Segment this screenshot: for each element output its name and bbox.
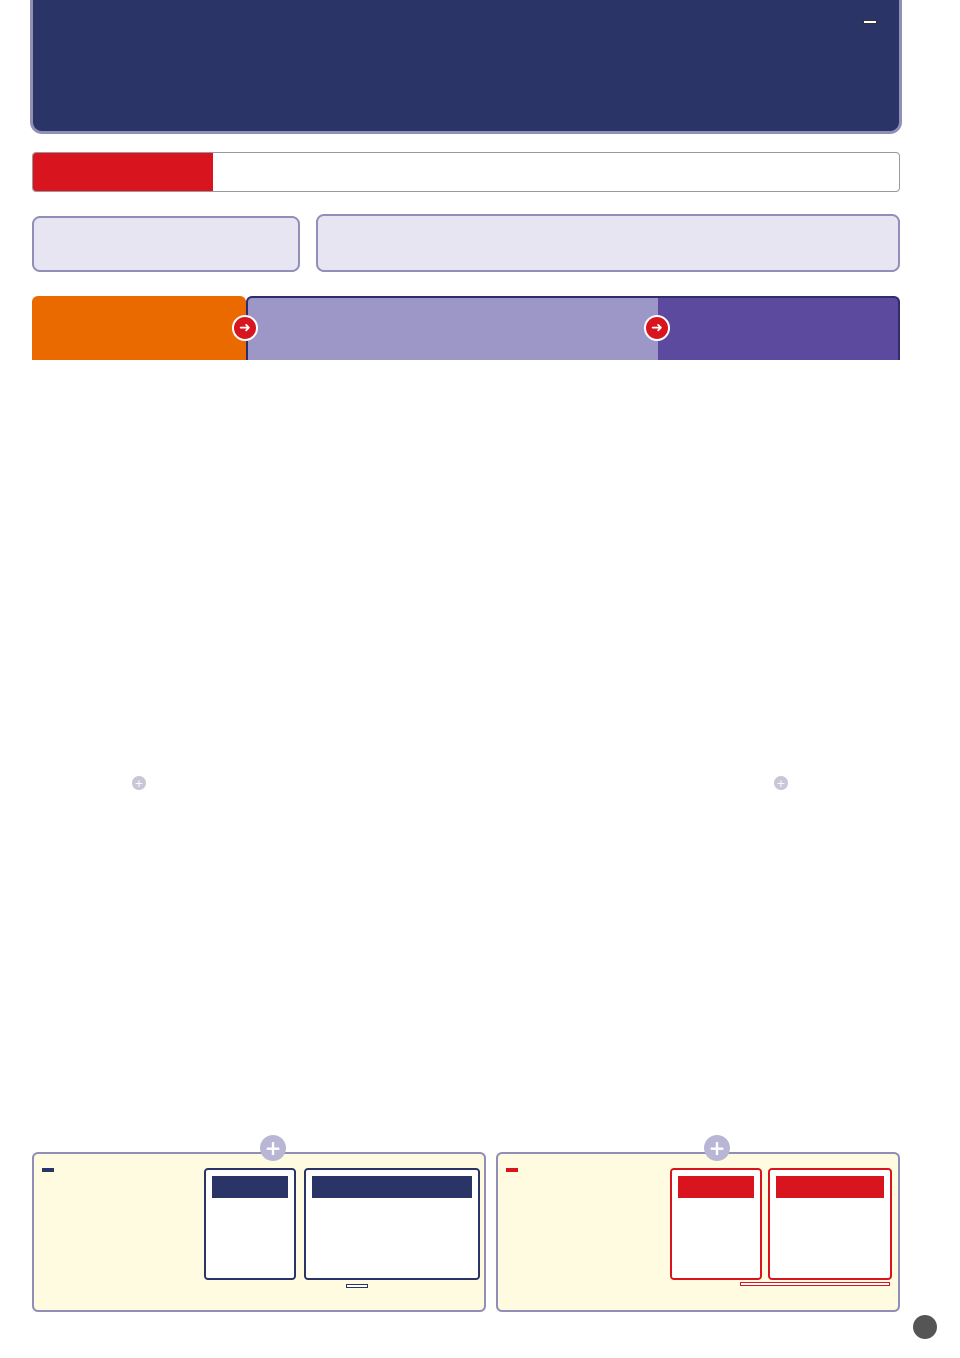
advanced-medical-limit-caption [312, 1176, 472, 1198]
liability-insurance-box [496, 1152, 900, 1312]
plus-icon: + [704, 1135, 730, 1161]
liability-premium-card [670, 1168, 762, 1280]
monthly-premium [32, 216, 300, 272]
arrow-right-icon: ➜ [232, 315, 258, 341]
plus-icon: + [260, 1135, 286, 1161]
coverage-table [32, 296, 900, 1030]
liability-amount-caption [776, 1176, 884, 1198]
advanced-medical-tag [42, 1168, 54, 1172]
header-b1200 [658, 296, 900, 360]
advanced-medical-limit-card [304, 1168, 480, 1280]
edition-label [863, 20, 877, 24]
eligibility-box [316, 214, 900, 272]
coverage-start-row [32, 152, 900, 192]
advanced-medical-limit-value [312, 1210, 338, 1245]
advanced-medical-premium-card [204, 1168, 296, 1280]
header-g1200 [32, 296, 246, 360]
arrow-right-icon: ➜ [644, 315, 670, 341]
advanced-medical-box [32, 1152, 486, 1312]
plus-icon: + [132, 776, 146, 790]
plus-icon: + [774, 776, 788, 790]
liability-amount-card [768, 1168, 892, 1280]
liability-premium-caption [678, 1176, 754, 1198]
coverage-start-label [33, 153, 213, 191]
liability-more-link[interactable] [740, 1282, 890, 1286]
header-coverage [246, 296, 658, 360]
liability-tag [506, 1168, 518, 1172]
advanced-medical-more-link[interactable] [346, 1284, 368, 1288]
page-number [913, 1315, 937, 1339]
page-header [30, 0, 902, 134]
advanced-medical-premium-caption [212, 1176, 288, 1198]
